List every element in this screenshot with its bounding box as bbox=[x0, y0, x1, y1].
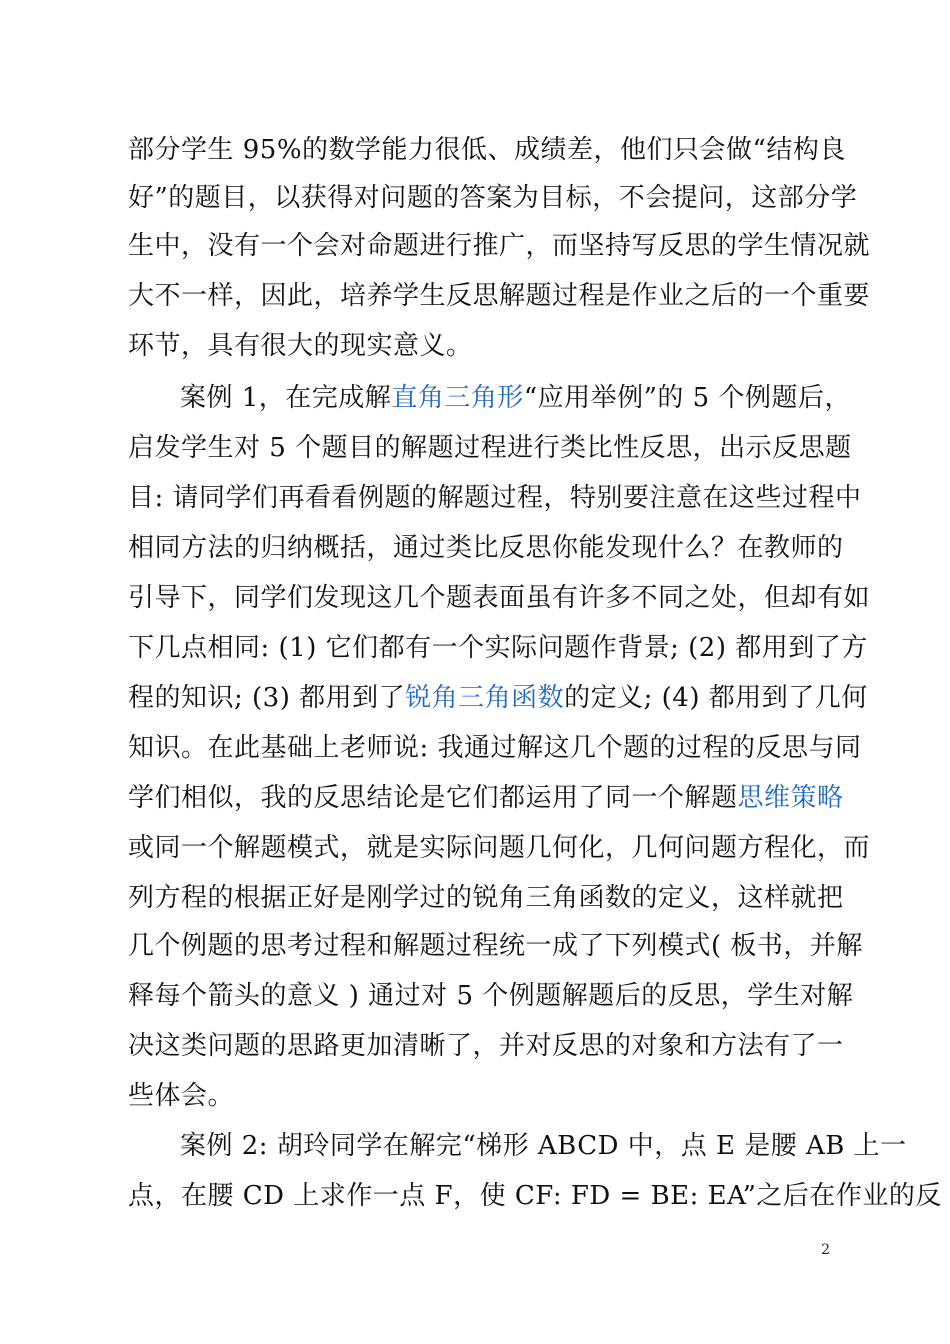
paragraph-2-line-12: 几个例题的思考过程和解题过程统一成了下列模式( 板书，并解 bbox=[128, 931, 863, 961]
text-segment: 的定义; (4) 都用到了几何 bbox=[564, 683, 868, 713]
paragraph-2-line-7 bbox=[128, 674, 868, 722]
text-segment: “应用举例”的 5 个例题后， bbox=[523, 383, 851, 413]
paragraph-1-line-5: 环节，具有很大的现实意义。 bbox=[128, 331, 473, 361]
link-acute-trig-function[interactable]: 锐角三角函数 bbox=[405, 683, 565, 713]
paragraph-2-line-3: 目: 请同学们再看看例题的解题过程，特别要注意在这些过程中 bbox=[128, 483, 862, 513]
text-segment: 案例 1，在完成解 bbox=[180, 383, 392, 413]
paragraph-2-line-11: 列方程的根据正好是刚学过的锐角三角函数的定义，这样就把 bbox=[128, 883, 844, 913]
paragraph-2-line-13: 释每个箭头的意义 ) 通过对 5 个例题解题后的反思，学生对解 bbox=[128, 981, 854, 1011]
paragraph-1-line-4: 大不一样，因此，培养学生反思解题过程是作业之后的一个重要 bbox=[128, 281, 871, 311]
paragraph-2-line-6: 下几点相同: (1) 它们都有一个实际问题作背景; (2) 都用到了方 bbox=[128, 633, 868, 663]
paragraph-2-line-15: 些体会。 bbox=[128, 1081, 235, 1111]
text-segment: 程的知识; (3) 都用到了 bbox=[128, 683, 406, 713]
paragraph-1-line-3: 生中，没有一个会对命题进行推广，而坚持写反思的学生情况就 bbox=[128, 231, 871, 261]
paragraph-2-line-5: 引导下，同学们发现这几个题表面虽有许多不同之处，但却有如 bbox=[128, 583, 871, 613]
paragraph-2-line-1 bbox=[180, 374, 851, 422]
text-segment: 学们相似，我的反思结论是它们都运用了同一个解题 bbox=[128, 783, 738, 813]
paragraph-1-line-2: 好”的题目，以获得对问题的答案为目标，不会提问，这部分学 bbox=[128, 183, 858, 213]
page-number: 2 bbox=[821, 1242, 830, 1258]
link-thinking-strategy[interactable]: 思维策略 bbox=[737, 783, 844, 813]
paragraph-2-line-4: 相同方法的归纳概括，通过类比反思你能发现什么？在教师的 bbox=[128, 533, 844, 563]
paragraph-2-line-2: 启发学生对 5 个题目的解题过程进行类比性反思，出示反思题 bbox=[128, 433, 852, 463]
link-right-triangle[interactable]: 直角三角形 bbox=[391, 383, 524, 413]
paragraph-2-line-9 bbox=[128, 774, 844, 822]
paragraph-2-line-14: 决这类问题的思路更加清晰了，并对反思的对象和方法有了一 bbox=[128, 1031, 844, 1061]
paragraph-3-line-2: 点，在腰 CD 上求作一点 F，使 CF: FD = BE: EA”之后在作业的反 bbox=[128, 1181, 942, 1211]
paragraph-2-line-10: 或同一个解题模式，就是实际问题几何化，几何问题方程化，而 bbox=[128, 833, 871, 863]
paragraph-2-line-8: 知识。在此基础上老师说: 我通过解这几个题的过程的反思与同 bbox=[128, 733, 862, 763]
paragraph-3-line-1: 案例 2: 胡玲同学在解完“梯形 ABCD 中，点 E 是腰 AB 上一 bbox=[180, 1131, 907, 1161]
paragraph-1-line-1: 部分学生 95%的数学能力很低、成绩差，他们只会做“结构良 bbox=[128, 135, 846, 165]
